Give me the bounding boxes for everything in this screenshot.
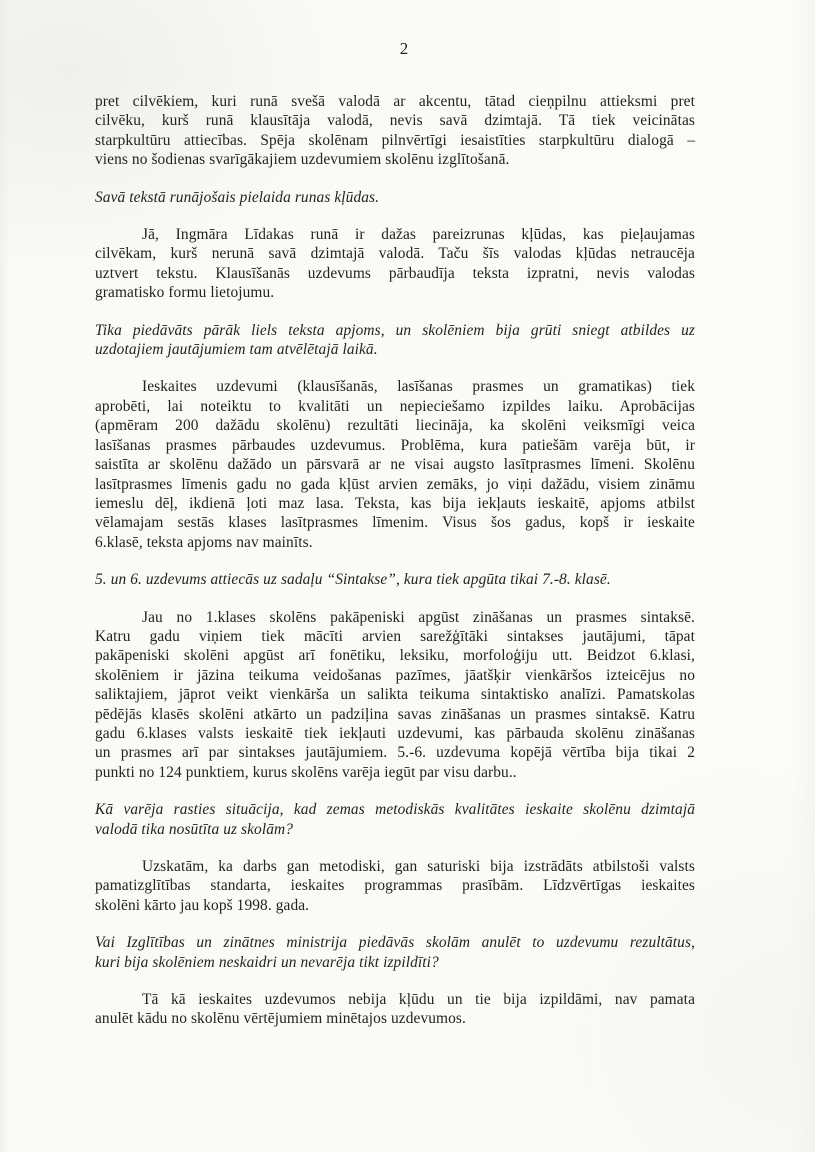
text-line: gramatisko formu lietojumu. bbox=[95, 284, 275, 302]
answer-paragraph bbox=[95, 225, 695, 303]
interview-question bbox=[95, 188, 695, 207]
document-body bbox=[95, 92, 695, 1029]
answer-paragraph bbox=[95, 990, 695, 1029]
text-line: cilvēku, kurš runā klausītāja valodā, nevis savā dzimtajā. Tā tiek veicinātas bbox=[95, 112, 695, 130]
answer-paragraph bbox=[95, 377, 695, 552]
text-line: punkti no 124 punktiem, kurus skolēns varēja iegūt par visu darbu.. bbox=[95, 763, 517, 781]
answer-paragraph bbox=[95, 92, 695, 170]
text-line: Ieskaites uzdevumi (klausīšanās, lasīšanas prasmes un gramatikas) tiek bbox=[142, 378, 695, 396]
text-line: starpkultūru attiecības. Spēja skolēnam pilnvērtīgi iesaistīties starpkultūru dialogā – bbox=[95, 131, 695, 149]
text-line: 5. un 6. uzdevums attiecās uz sadaļu “Sintakse”, kura tiek apgūta tikai 7.-8. klasē. bbox=[95, 571, 611, 589]
text-line: aprobēti, lai noteiktu to kvalitāti un nepieciešamo izpildes laiku. Aprobācijas bbox=[95, 397, 695, 415]
text-line: lasītprasmes līmenis gadu no gada kļūst arvien zemāks, jo viņi dažādu, visiem zināmu bbox=[95, 475, 695, 493]
text-line: vēlamajam sestās klases lasītprasmes līmenim. Visus šos gadus, kopš ir ieskaite bbox=[95, 514, 695, 532]
text-line: viens no šodienas svarīgākajiem uzdevumiem skolēnu izglītošanā. bbox=[95, 151, 510, 169]
text-line: Tā kā ieskaites uzdevumos nebija kļūdu un tie bija izpildāmi, nav pamata bbox=[142, 991, 695, 1009]
text-line: Jā, Ingmāra Līdakas runā ir dažas pareizrunas kļūdas, kas pieļaujamas bbox=[142, 226, 695, 244]
text-line: iemeslu dēļ, ikdienā ļoti maz lasa. Teksta, kas bija iekļauts ieskaitē, apjoms atbilst bbox=[95, 494, 695, 512]
text-line: 6.klasē, teksta apjoms nav mainīts. bbox=[95, 533, 313, 551]
text-line: un prasmes arī par sintakses jautājumiem. 5.-6. uzdevuma kopējā vērtība bija tikai 2 bbox=[95, 744, 695, 762]
page-number: 2 bbox=[399, 39, 409, 58]
text-line: anulēt kādu no skolēnu vērtējumiem minētajos uzdevumos. bbox=[95, 1010, 466, 1028]
interview-question bbox=[95, 933, 695, 972]
text-line: lasīšanas prasmes pārbaudes uzdevumus. Problēma, kura patiešām varēja būt, ir bbox=[95, 436, 695, 454]
text-line: Katru gadu viņiem tiek mācīti arvien sarežģītāki sintakses jautājumi, tāpat bbox=[95, 627, 695, 645]
text-line: pakāpeniski skolēni apgūst arī fonētiku, leksiku, morfoloģiju utt. Beidzot 6.klasi, bbox=[95, 647, 695, 665]
text-line: kuri bija skolēniem neskaidri un nevarēja tikt izpildīti? bbox=[95, 953, 439, 971]
text-line: Savā tekstā runājošais pielaida runas kļūdas. bbox=[95, 188, 380, 206]
interview-question bbox=[95, 800, 695, 839]
text-line: uzdotajiem jautājumiem tam atvēlētajā laikā. bbox=[95, 341, 378, 359]
text-line: skolēniem ir jāzina teikuma veidošanas pazīmes, jāatšķir vienkāršos izteicējus no bbox=[95, 666, 695, 684]
text-line: Tika piedāvāts pārāk liels teksta apjoms, un skolēniem bija grūti sniegt atbildes uz bbox=[95, 321, 695, 339]
interview-question bbox=[95, 321, 695, 360]
text-line: Jau no 1.klases skolēns pakāpeniski apgūst zināšanas un prasmes sintaksē. bbox=[142, 608, 695, 626]
interview-question bbox=[95, 570, 695, 589]
text-line: Kā varēja rasties situācija, kad zemas metodiskās kvalitātes ieskaite skolēnu dzimtajā bbox=[95, 801, 695, 819]
text-line: saistīta ar skolēnu dažādo un pārsvarā ar ne visai augsto lasītprasmes līmeni. Skolēnu bbox=[95, 456, 695, 474]
text-line: saliktajiem, jāprot veikt vienkārša un salikta teikuma sintaktisko analīzi. Pamatskolas bbox=[95, 686, 695, 704]
text-line: pamatizglītības standarta, ieskaites programmas prasībām. Līdzvērtīgas ieskaites bbox=[95, 877, 695, 895]
text-line: Uzskatām, ka darbs gan metodiski, gan saturiski bija izstrādāts atbilstoši valsts bbox=[142, 858, 695, 875]
text-line: skolēni kārto jau kopš 1998. gada. bbox=[95, 896, 310, 914]
text-line: pēdējās klasēs skolēni atkārto un padziļina savas zināšanas un prasmes sintaksē. Katru bbox=[95, 705, 695, 723]
text-line: gadu 6.klases valsts ieskaitē tiek iekļauti uzdevumi, kas pārbauda skolēnu zināšanas bbox=[95, 724, 695, 742]
text-line: (apmēram 200 dažādu skolēnu) rezultāti liecināja, ka skolēni veiksmīgi veica bbox=[95, 417, 695, 435]
text-line: pret cilvēkiem, kuri runā svešā valodā ar akcentu, tātad cieņpilnu attieksmi pret bbox=[95, 93, 695, 110]
text-line: valodā tika nosūtīta uz skolām? bbox=[95, 820, 294, 838]
text-line: Vai Izglītības un zinātnes ministrija piedāvās skolām anulēt to uzdevumu rezultātus, bbox=[95, 934, 695, 952]
text-line: cilvēkam, kurš nerunā savā dzimtajā valodā. Taču šīs valodas kļūdas netraucēja bbox=[95, 245, 695, 263]
text-line: uztvert tekstu. Klausīšanās uzdevums pārbaudīja teksta izpratni, nevis valodas bbox=[95, 264, 695, 282]
answer-paragraph bbox=[95, 857, 695, 915]
answer-paragraph bbox=[95, 608, 695, 783]
